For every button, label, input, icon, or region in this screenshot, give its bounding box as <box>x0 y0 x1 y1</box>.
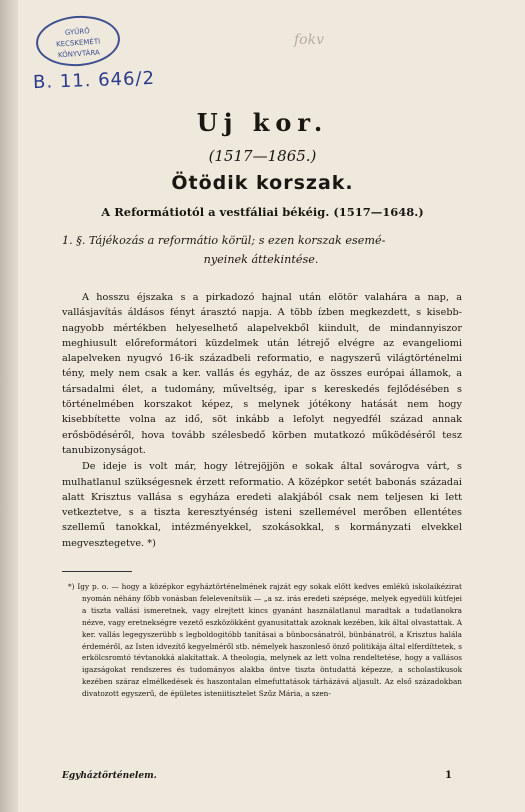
era-heading: Ötödik korszak. <box>171 172 354 194</box>
footnote-text: *) Igy p. o. — hogy a középkor egyháztörténelmének rajzát egy sokak előtt kedves emlékü iskolaikézirat nyomán néhány főbb vonásban felelevenítsük — „a sz. irás eredeti szépsége, melyek egyedüli kútfejei a tiszta vallási ismeretnek, vagy elrejtett kincs gyanánt használatlanul maradtak a tudatlanokra nézve, vagy eretnekségre vezető eszközökként gyanusitattak azoknak kezében, kik által olvastattak. A ker. vallás legegyszerübb s legboldogitóbb tanításai a bünbocsánatról, bünbánatról, a Krisztus halála érdeméről, az Isten idvezítő kegyelméről stb. némelyek haszonleső önző politikája által elferdíttetek, s erkölcsromtó tévtanokká alakítattak. A theologia, melynek az lett volna rendeltetése, hogy a vallásos igazságokat rendszeres és tudományos alakba öntve tiszta öntudattá képezze, a scholastikusok kezében száraz elmélkedések és haszontalan elmefuttatások tárházává aljasult. Az első századokban divatozott egyszerű, de épületes isteniitisztelet Szűz Mária, a szen- <box>68 582 462 699</box>
running-footer: Egyháztörténelem. <box>62 771 157 781</box>
shelf-mark: B. 11. 646/2 <box>32 67 156 94</box>
page-title: Uj kor. <box>196 108 329 137</box>
page-number: 1 <box>445 770 452 781</box>
period-years: (1517—1865.) <box>208 147 317 165</box>
stamp-line-2: KECSKEMÉTI <box>55 37 101 49</box>
stamp-line-1: GYŰRŐ <box>64 27 91 37</box>
body-text <box>62 290 462 551</box>
section-heading-line-2: nyeinek áttekintése. <box>203 253 319 266</box>
library-stamp <box>34 13 121 69</box>
section-heading-line-1: 1. §. Tájékozás a reformátio körül; s ezen korszak esemé- <box>62 234 386 247</box>
pencil-note: fokv <box>294 32 325 48</box>
chapter-subtitle: A Reformátiotól a vestfáliai békéig. (1517—1648.) <box>101 205 424 219</box>
paragraph-2: De ideje is volt már, hogy létrejöjjön e sokak által sovárogva várt, s mulhatlanul szükségesnek érzett reformatio. A középkor setét babonás századai alatt Krisztus vallása s egyháza eredeti alakjából csak nem teljesen ki lett vetkeztetve, s a tiszta keresztyénség isteni szellemével merőben ellentétes szellemű tanokkal, intézményekkel, szokásokkal, s kormányzati elvekkel megvesztegetve. *) <box>62 461 462 549</box>
paragraph-1: A hosszu éjszaka s a pirkadozó hajnal után elötör valahára a nap, a vallásjavítás áldásos fényt árasztó napja. A több ízben megkezdett, s kisebb-nagyobb mértékben helyeselhető alapelvekből kiindult, de mindannyiszor meghiusult előreformátori küzdelmek után létrejő elvégre az evangeliomi alapelveken nyugvó 16-ik századbeli reformatio, e nagyszerű világtörténelmi tény, mely nem csak a ker. vallás és egyház, de az összes európai államok, a társadalmi élet, a tudomány, műveltség, ipar s kereskedés fejlődésében s történelmében korszakot képez, s melynek jótékony hatását nem hogy kisebbítette volna az idő, söt inkább a lefolyt negyedfél század annak erősbödéséről, hova tovább szélesbedő körben mutatkozó működéséről tesz tanubizonyságot. <box>62 292 462 456</box>
footnote <box>62 581 462 700</box>
footnote-divider <box>62 571 132 572</box>
section-heading <box>62 231 460 269</box>
stamp-line-3: KÖNYVTÁRA <box>57 48 101 60</box>
